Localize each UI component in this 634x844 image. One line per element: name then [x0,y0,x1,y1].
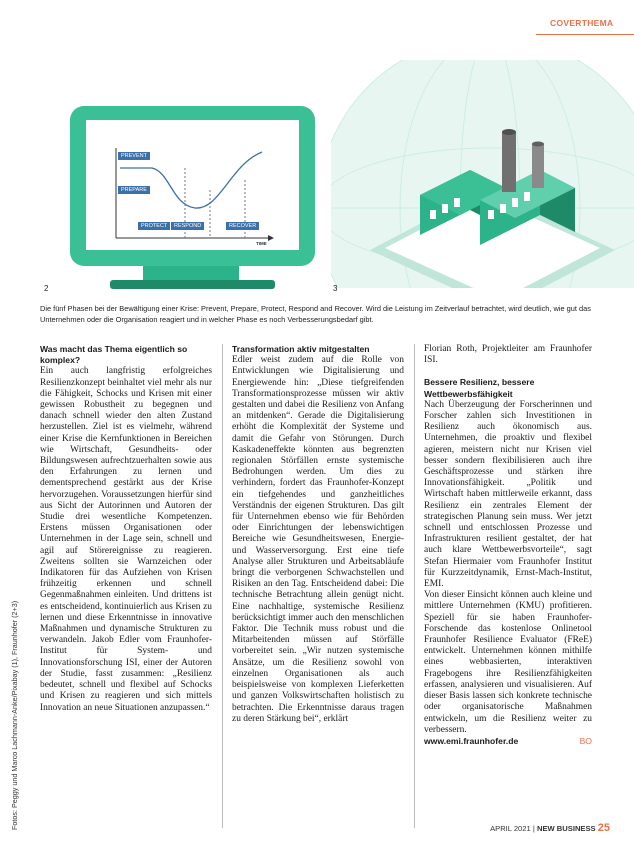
chart-label-prepare: PREPARE [118,186,150,194]
figure [40,60,634,300]
column-3-intro: Florian Roth, Projektleiter am Fraunhofer ISI. [424,344,592,366]
article-column-1 [40,344,212,714]
column-1-text: Ein auch langfristig erfolgreiches Resilienzkonzept beinhaltet viel mehr als nur die Fähigkeit, Schocks und Krisen mit einer gewissen Robustheit zu begegnen und danach schnell wieder den alten Zustand herzustellen. Ziel ist es vielmehr, während einer Krise die Kernfunktionen in Bereichen wie Wirtschaft, Gesundheits- oder Bildungswesen aufrechtzuerhalten sowie aus den Erfahrungen zu lernen und dementsprechend gestärkt aus der Krise hervorzugehen. Voraussetzungen hierfür sind aus Sicht der Autorinnen und Autoren der Studie drei wesentliche Kompetenzen. Erstens müssen Organisationen oder Unternehmen in der Lage sein, schnell und agil auf Störereignisse zu reagieren. Zweitens sollten sie Warnzeichen oder Indikatoren für das Aufziehen von Krisen frühzeitig erkennen und schnell Gegenmaßnahmen einleiten. Und drittens ist es entscheidend, kontinuierlich aus Krisen zu lernen und diese Erkenntnisse in innovative Maßnahmen und dynamische Strukturen zu verwandeln. Jakob Edler vom Fraunhofer-Institut für System- und Innovationsforschung ISI, einer der Autoren der Studie, fasst zusammen: „Resilienz bedeutet, schnell und flexibel auf Schocks und Krisen zu reagieren und sich mittels Innovation an neue Situationen anzupassen.“ [40,366,212,713]
section-tag-underline [536,34,634,35]
article-column-3 [424,344,592,748]
monitor-illustration [70,106,315,289]
column-divider [414,344,415,828]
factory-illustration [318,60,634,300]
column-divider [222,344,223,828]
issue-date: APRIL 2021 [490,824,531,833]
photo-credit: Fotos: Peggy und Marco Lachmann-Anke/Pixabay (1), Fraunhofer (2+3) [10,600,19,830]
chart-label-prevent: PREVENT [118,152,150,160]
article-column-2 [232,344,404,725]
author-initials: BO [579,735,592,746]
section-tag: COVERTHEMA [550,18,614,28]
chart-label-recover: RECOVER [226,222,259,230]
figure-caption: Die fünf Phasen bei der Bewältigung einer Krise: Prevent, Prepare, Protect, Respond and Recover. Wird die Leistung im Zeitverlauf betrachtet, wird deutlich, wie gut das Unternehmen oder die Organisation reagiert und in welcher Phase es noch Verbesserungsbedarf gibt. [40,304,591,324]
figure-illustration [40,60,634,300]
column-2-text: Edler weist zudem auf die Rolle von Entwicklungen wie Digitalisierung und Energiewende hin: „Diese tiefgreifenden Transformationsprozesse müssen wir aktiv gestalten und dabei die Resilienz von Anfang an mitdenken“. Gerade die Digitalisierung erhöht die Komplexität der Systeme und damit die Gefahr von Störungen. Durch Kaskadeneffekte könnten aus begrenzten regionalen Störfällen ernste systemische Bedrohungen werden. Um dies zu verhindern, fordert das Fraunhofer-Konzept ein tiefgehendes und ganzheitliches Verständnis der eigenen Strukturen. Das gilt für Unternehmen ebenso wie für Behörden oder Einrichtungen der lebenswichtigen Bereiche wie Gesundheitswesen, Energie- und Wasserversorgung. Erst eine tiefe Analyse aller Strukturen und Arbeitsabläufe bringt die verborgenen Schwachstellen und Risiken an den Tag. Entscheidend dabei: Die technische Betrachtung allein genügt nicht. Eine nachhaltige, systemische Resilienz berücksichtigt immer auch den menschlichen Faktor. Die Technik muss robust und die Mitarbeitenden müssen auf Störfälle vorbereitet sein. „Wir nutzen systemische Ansätze, um die Resilienz sowohl von einzelnen Organisationen als auch beispielsweise von komplexen Lieferketten und ganzen Volkswirtschaften holistisch zu betrachten. Die Erkenntnisse daraus tragen zu deren Stärkung bei“, erklärt [232,355,404,724]
chart-axis-label: TIME [256,241,267,246]
column-1-heading: Was macht das Thema eigentlich so komplex? [40,344,188,366]
column-3-text-2: Von dieser Einsicht können auch kleine und mittlere Unternehmen (KMU) profitieren. Speziell für sie haben Fraunhofer-Forschende das kostenlose Onlinetool Fraunhofer Resilience Evaluator (FReE) entwickelt. Unternehmen können mithilfe eines webbasierten, interaktiven Fragebogens ihre Resilienzfähigkeiten erfassen, analysieren und visualisieren. Auf dieser Basis lassen sich konkrete technische oder organisatorische Maßnahmen entwickeln, um die Resilienz weiter zu verbessern. [424,590,592,735]
figure-number-right: 3 [333,284,338,293]
emi-link[interactable]: www.emi.fraunhofer.de [424,735,519,746]
figure-number-left: 2 [44,284,49,293]
page-footer [480,822,610,834]
column-3-heading: Bessere Resilienz, bessere Wettbewerbsfähigkeit [424,377,535,399]
magazine-name: NEW BUSINESS [536,824,596,833]
column-2-heading: Transformation aktiv mitgestalten [232,344,370,354]
chart-label-respond: RESPOND [171,222,204,230]
page-number: 25 [597,822,610,834]
column-3-text-1: Nach Überzeugung der Forscherinnen und Forscher zahlen sich Investitionen in Resilienz auch ökonomisch aus. Unternehmen, die proaktiv und flexibel agieren, meistern nicht nur Krisen viel besser sondern flexibilisieren auch ihre Geschäftsprozesse und stärken ihre Innovationsfähigkeit. „Politik und Wirtschaft haben mittlerweile erkannt, dass Resilienz ein zentrales Element der strategischen Planung sein muss. Wer jetzt schnell und entschlossen Prozesse und Infrastrukturen resilient gestaltet, der hat auch klare Wettbewerbsvorteile“, sagt Stefan Hiermaier vom Fraunhofer Institut für Kurzzeitdynamik, Ernst-Mach-Institut, EMI. [424,399,592,590]
footer-separator: | [532,824,535,833]
chart-label-protect: PROTECT [138,222,170,230]
